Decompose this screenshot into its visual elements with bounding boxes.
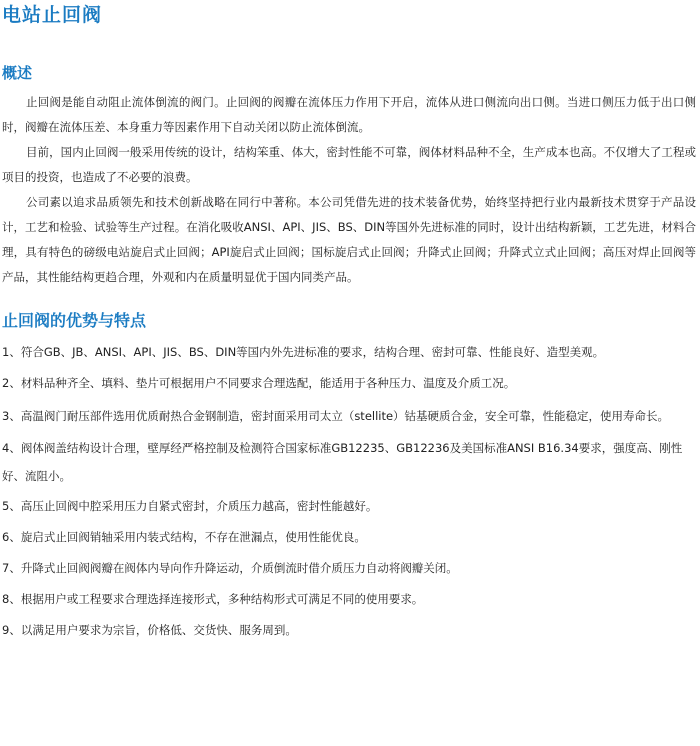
overview-heading: 概述 [2,64,33,82]
feature-item-2: 2、材料品种齐全、填料、垫片可根据用户不同要求合理选配，能适用于各种压力、温度及介质工况。 [2,376,516,390]
overview-paragraph-3: 公司素以追求品质领先和技术创新战略在同行中著称。本公司凭借先进的技术装备优势，始终坚持把行业内最新技术贯穿于产品设计，工艺和检验、试验等生产过程。在消化吸收ANSI、API、JIS、BS、DIN等国外先进标准的同时，设计出结构新颖，工艺先进，材料合理，具有特色的磅级电站旋启式止回阀；API旋启式止回阀；国标旋启式止回阀；升降式止回阀；升降式立式止回阀；高压对焊止回阀等产品，其性能结构更趋合理，外观和内在质量明显优于国内同类产品。 [2,195,696,284]
overview-paragraph-1: 止回阀是能自动阻止流体倒流的阀门。止回阀的阀瓣在流体压力作用下开启，流体从进口侧流向出口侧。当进口侧压力低于出口侧时，阀瓣在流体压差、本身重力等因素作用下自动关闭以防止流体倒流。 [2,95,696,134]
feature-item-5: 5、高压止回阀中腔采用压力自紧式密封，介质压力越高，密封性能越好。 [2,499,378,513]
feature-item-7: 7、升降式止回阀阀瓣在阀体内导向作升降运动，介质倒流时借介质压力自动将阀瓣关闭。 [2,561,458,575]
features-heading: 止回阀的优势与特点 [2,311,147,330]
feature-item-9: 9、以满足用户要求为宗旨，价格低、交货快、服务周到。 [2,623,297,637]
feature-item-4: 4、阀体阀盖结构设计合理，壁厚经严格控制及检测符合国家标准GB12235、GB12236及美国标准ANSI B16.34要求，强度高、刚性好、流阻小。 [2,441,683,483]
overview-section [2,90,696,290]
overview-paragraph-2: 目前，国内止回阀一般采用传统的设计，结构笨重、体大，密封性能不可靠，阀体材料品种不全，生产成本也高。不仅增大了工程或项目的投资，也造成了不必要的浪费。 [2,145,696,184]
feature-item-6: 6、旋启式止回阀销轴采用内装式结构，不存在泄漏点，使用性能优良。 [2,530,366,544]
feature-item-1: 1、符合GB、JB、ANSI、API、JIS、BS、DIN等国内外先进标准的要求，结构合理、密封可靠、性能良好、造型美观。 [2,345,605,359]
feature-item-8: 8、根据用户或工程要求合理选择连接形式，多种结构形式可满足不同的使用要求。 [2,592,424,606]
page-title: 电站止回阀 [2,4,103,26]
features-list [2,340,696,642]
feature-item-3: 3、高温阀门耐压部件选用优质耐热合金钢制造，密封面采用司太立（stellite）钴基硬质合金，安全可靠，性能稳定，使用寿命长。 [2,409,670,423]
